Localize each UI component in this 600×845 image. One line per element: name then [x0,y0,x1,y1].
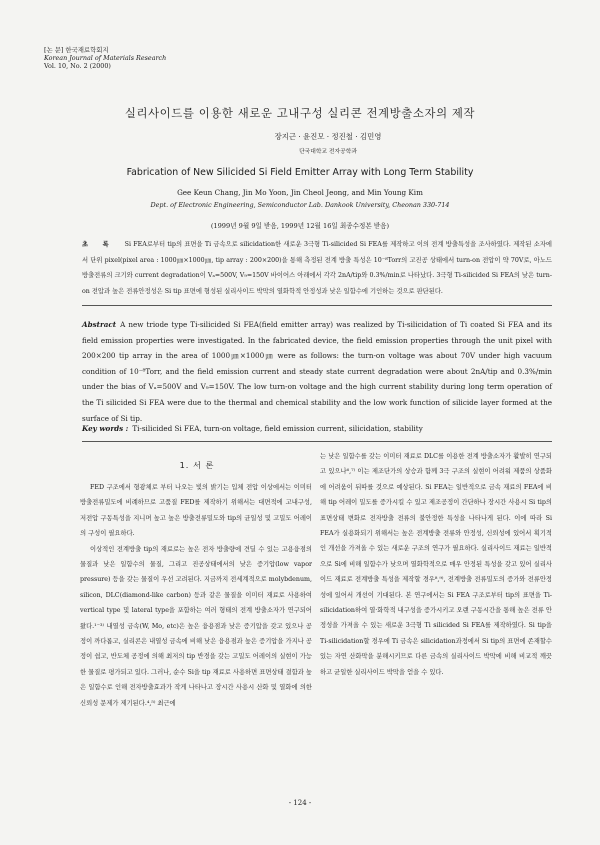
title-english: Fabrication of New Silicided Si Field Emitter Array with Long Term Stability [126,167,474,178]
abstract-korean [82,237,552,299]
title-korean: 실리사이드를 이용한 새로운 고내구성 실리콘 전계방출소자의 제작 [124,106,476,120]
abstract-korean-label: 초 록 [82,241,115,248]
received-date: (1999년 9월 9일 받음, 1999년 12월 16일 최종수정본 받음) [210,222,390,230]
authors-korean: 장지근 · 윤진모 · 정진철 · 김민영 [274,132,382,141]
body-column-right [320,449,552,680]
abstract-korean-text: Si FEA로부터 tip의 표면을 Ti 금속으로 silicidation한 새로운 3극형 Ti-silicided Si FEA를 제작하고 이의 전계 방출특성을 조사하였다. 제작된 소자에서 단위 pixel(pixel area : 1000㎛×1000㎛, tip array : 200×200)을 통해 측정된 전계 방출 특성은 10⁻⁸Torr의 고진공 상태에서 turn-on 전압이 약 70V로, 아노드 방출전류의 크기와 current degradation이 Vₐ=500V, V₉=150V 바이어스 아래에서 각각 2nA/tip와 0.3%/min로 나타났다. 3극형 Ti-silicided Si FEA의 낮은 turn-on 전압과 높은 전류안정성은 Si tip 표면에 형성된 실리사이드 박막의 열화학적 안정성과 낮은 일함수에 기인하는 것으로 판단된다. [82,241,553,295]
keywords [82,424,552,433]
authors-english: Gee Keun Chang, Jin Mo Yoon, Jin Cheol Jeong, and Min Young Kim [177,188,423,197]
journal-category: [논 문] 한국재료학회지 [44,46,109,54]
journal-header [44,46,166,71]
body-column-left [80,480,312,711]
keywords-label: Key words : [82,424,129,433]
section-heading-introduction: 1. 서 론 [179,460,215,470]
divider-top [82,305,552,306]
department-english: Dept. of Electronic Engineering, Semiconductor Lab. Dankook University, Cheonan 330-714 [150,201,450,209]
journal-volume: Vol. 10, No. 2 (2000) [44,62,111,71]
affiliation-korean: 단국대학교 전자공학과 [299,149,357,155]
keywords-text: Ti-silicided Si FEA, turn-on voltage, field emission current, silicidation, stability [132,424,423,433]
body-paragraph: 이상적인 전계방출 tip의 재료로는 높은 전자 방출량에 견딜 수 있는 고용융점의 물질과 낮은 일함수의 물질, 그리고 진공상태에서의 낮은 증기압(low vapor pressure) 등을 갖는 물질이 우선 고려된다. 지금까지 전세계적으로 molybdenum, silicon, DLC(diamond-like carbon) 등과 같은 물질을 이미터 재료로 사용하여 vertical type 및 lateral type을 포함하는 여러 형태의 전계 방출소자가 연구되어 왔다.¹⁻³⁾ 내열성 금속(W, Mo, etc)은 높은 융용점과 낮은 증기압을 갖고 있으나 공정이 까다롭고, 실리콘은 내열성 금속에 비해 낮은 융용점과 높은 증기압을 가지나 공정이 쉽고, 반도체 공정에 의해 최저의 tip 반경을 갖는 고밀도 어레이의 실현이 가능한 물질로 평가되고 있다. 그러나, 순수 Si을 tip 재료로 사용하면 표면상태 결함과 높은 일함수로 인해 전자방출효과가 작게 나타나고 장시간 사용시 산화 및 열화에 의한 신뢰성 문제가 제기된다.⁴,⁵⁾ 최근에 [80,545,312,707]
body-paragraph: FED 구조에서 형광체로 부터 나오는 빛의 밝기는 입체 전압 이상에서는 이미터 방출전류밀도에 비례하므로 고품질 FED를 제작하기 위해서는 대면적에 고내구성, 저전압 구동특성을 지니며 높고 높은 방출전류밀도와 tip의 균일성 및 고밀도 어레이의 구성이 필요하다. [80,484,312,538]
abstract-english-label: Abstract [82,320,117,329]
page-number: - 124 - [288,799,312,807]
journal-name-en: Korean Journal of Materials Research [44,54,167,63]
abstract-english [82,317,552,426]
abstract-english-text: A new triode type Ti-silicided Si FEA(field emitter array) was realized by Ti-silicidation of Ti coated Si FEA and its field emission properties were investigated. In the fabricated device, the field emission properties through the unit pixel with 200×200 tip array in the area of 1000㎛×1000㎛ were as follows: the turn-on voltage was about 70V under high vacuum condition of 10⁻⁸Torr, and the field emission current and steady state current degradation were about 2nA/tip and 0.3%/min under the bias of Vₐ=500V and V₉=150V. The low turn-on voltage and the high current stability during long term operation of the Ti silicided Si FEA were due to the thermal and chemical stability and the low work function of silicide layer formed at the surface of Si tip. [82,320,552,423]
body-paragraph: 는 낮은 일함수를 갖는 이미터 재료로 DLC를 이용한 전계 방출소자가 활발히 연구되고 있으나⁶,⁷⁾ 이는 제조단가의 상승과 함께 3극 구조의 실현이 어려워 제품의 상품화에 어려움이 뒤따를 것으로 예상된다. Si FEA는 일반적으로 금속 재료의 FEA에 비해 tip 어레이 밀도를 증가시킬 수 있고 제조공정이 간단하나 장시간 사용시 Si tip의 표면상태 변화로 전자방출 전류의 불안정한 특성을 나타나게 된다. 이에 따라 Si FEA가 실용화되기 위해서는 높은 전계방출 전류와 안정성, 신뢰성에 있어서 획기적인 개선을 가져올 수 있는 새로운 구조의 연구가 필요하다. 실리사이드 재료는 일반적으로 Si에 비해 일함수가 낮으며 열화학적으로 매우 안정된 특성을 갖고 있어 실리사이드 재료로 전계방출 특성을 제작할 경우⁸,⁹⁾, 전계방출 전류밀도의 증가와 전류안정성에 있어서 개선이 기대된다. 본 연구에서는 Si FEA 구조로부터 tip의 표면을 Ti-silicidation하여 열·화학적 내구성을 증가시키고 오랜 구동시간을 통해 높은 전류 안정성을 가져올 수 있는 새로운 3극형 Ti silicided Si FEA를 제작하였다. Si tip을 Ti-silicidation할 경우에 Ti 금속은 silicidation과정에서 Si tip의 표면에 존재할수 있는 자연 산화막을 분해시키므로 다른 금속의 실리사이드 박막에 비해 비교적 깨끗하고 균일한 실리사이드 박막을 얻을 수 있다. [320,453,552,676]
divider-bottom [82,441,552,442]
